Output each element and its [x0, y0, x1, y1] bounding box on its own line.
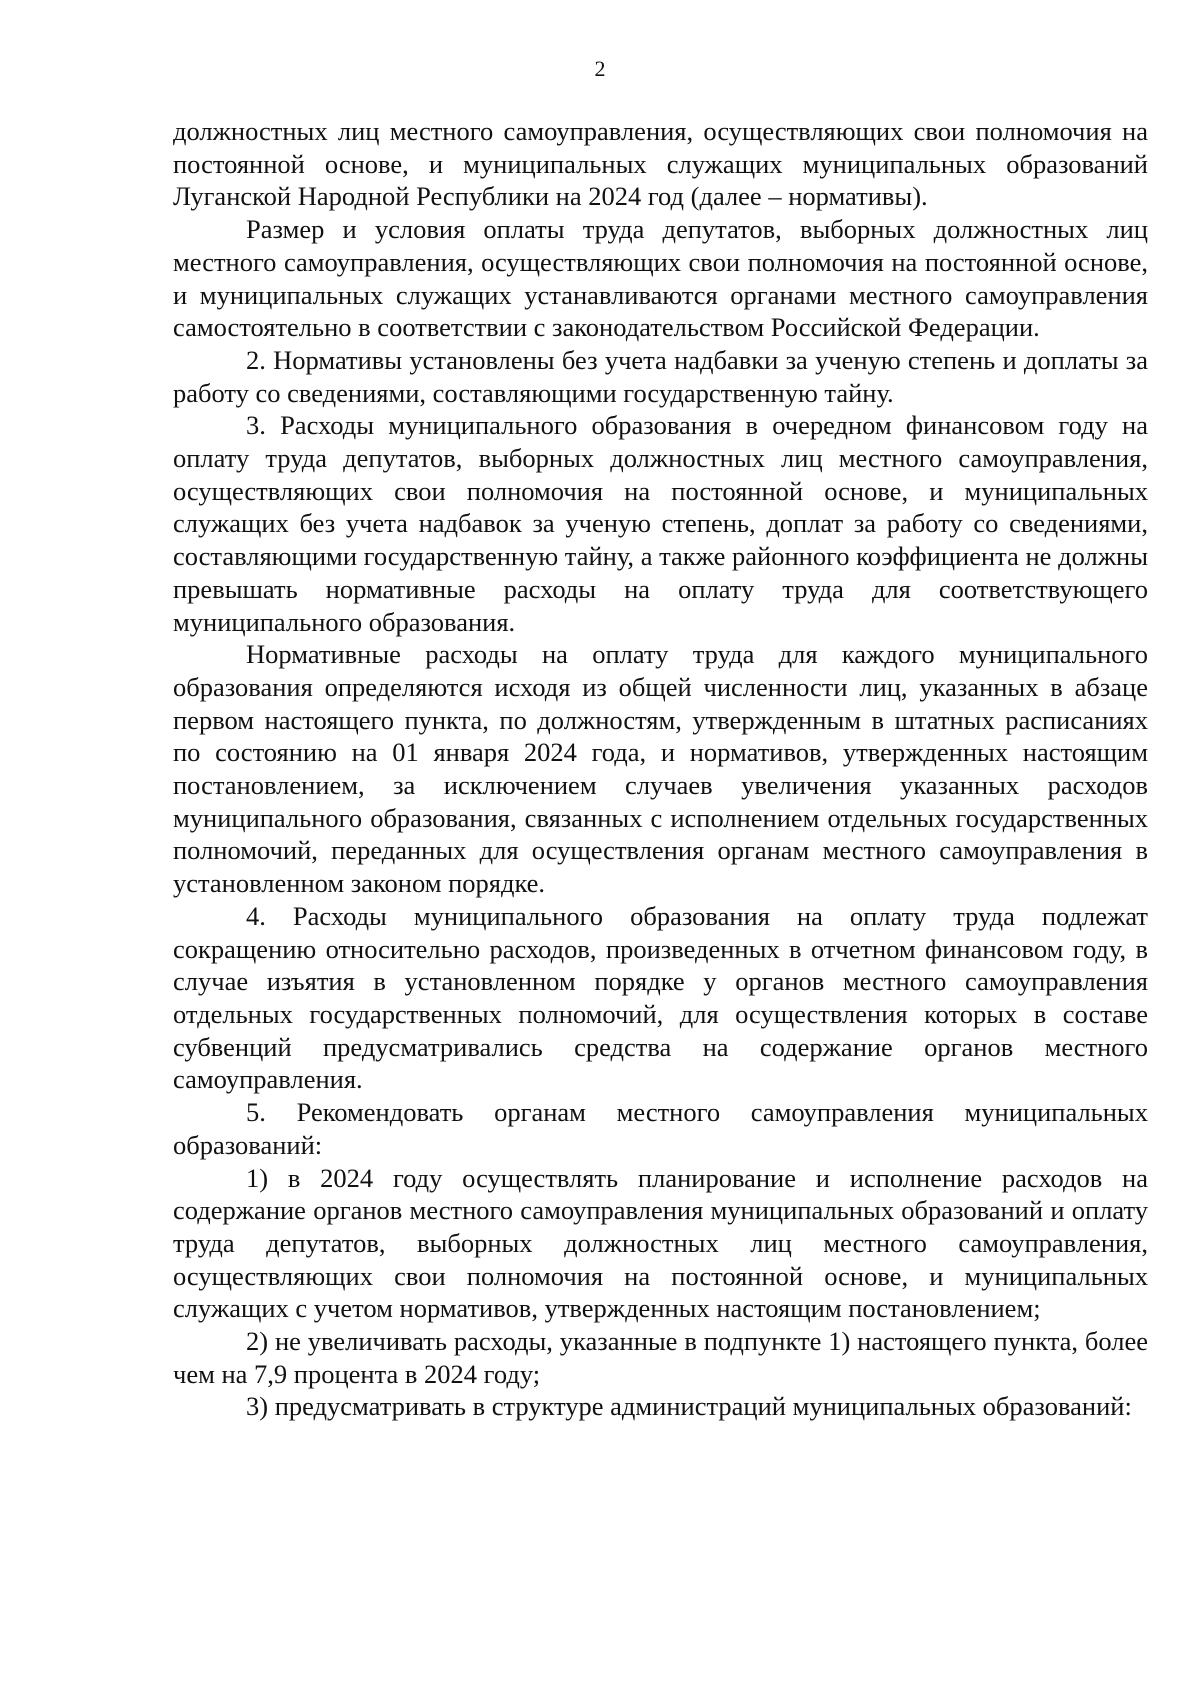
- paragraph-normative-expenses: Нормативные расходы на оплату труда для каждого муниципального образования определяются исходя из общей численности лиц, указанных в абзаце первом настоящего пункта, по должностям, утвержденным в штатных расписаниях по состоянию на 01 января 2024 года, и нормативов, утвержденных настоящим постановлением, за исключением случаев увеличения указанных расходов муниципального образования, связанных с исполнением отдельных государственных полномочий, переданных для осуществления органам местного самоуправления в установленном законом порядке.: [173, 639, 1148, 899]
- document-body: [173, 115, 1148, 1423]
- paragraph-item-5: 5. Рекомендовать органам местного самоуправления муниципальных образований:: [173, 1097, 1148, 1160]
- paragraph-subitem-1: 1) в 2024 году осуществлять планирование и исполнение расходов на содержание органов местного самоуправления муниципальных образований и оплату труда депутатов, выборных должностных лиц местного самоуправления, осуществляющих свои полномочия на постоянной основе, и муниципальных служащих с учетом нормативов, утвержденных настоящим постановлением;: [173, 1162, 1148, 1324]
- paragraph-subitem-2: 2) не увеличивать расходы, указанные в подпункте 1) настоящего пункта, более чем на 7,9 процента в 2024 году;: [173, 1326, 1148, 1389]
- page-number: 2: [594, 56, 606, 81]
- paragraph-subitem-3: 3) предусматривать в структуре администраций муниципальных образований:: [246, 1391, 1132, 1422]
- paragraph-pay-conditions: Размер и условия оплаты труда депутатов, выборных должностных лиц местного самоуправления, осуществляющих свои полномочия на постоянной основе, и муниципальных служащих устанавливаются органами местного самоуправления самостоятельно в соответствии с законодательством Российской Федерации.: [173, 214, 1148, 343]
- paragraph-continuation: должностных лиц местного самоуправления, осуществляющих свои полномочия на постоянной основе, и муниципальных служащих муниципальных образований Луганской Народной Республики на 2024 год (далее – нормативы).: [173, 116, 1148, 212]
- paragraph-item-4: 4. Расходы муниципального образования на оплату труда подлежат сокращению относительно расходов, произведенных в отчетном финансовом году, в случае изъятия в установленном порядке у органов местного самоуправления отдельных государственных полномочий, для осуществления которых в составе субвенций предусматривались средства на содержание органов местного самоуправления.: [173, 900, 1148, 1095]
- paragraph-item-2: 2. Нормативы установлены без учета надбавки за ученую степень и доплаты за работу со сведениями, составляющими государственную тайну.: [173, 344, 1148, 408]
- paragraph-item-3: 3. Расходы муниципального образования в очередном финансовом году на оплату труда депутатов, выборных должностных лиц местного самоуправления, осуществляющих свои полномочия на постоянной основе, и муниципальных служащих без учета надбавок за ученую степень, доплат за работу со сведениями, составляющими государственную тайну, а также районного коэффициента не должны превышать нормативные расходы на оплату труда для соответствующего муниципального образования.: [173, 410, 1148, 637]
